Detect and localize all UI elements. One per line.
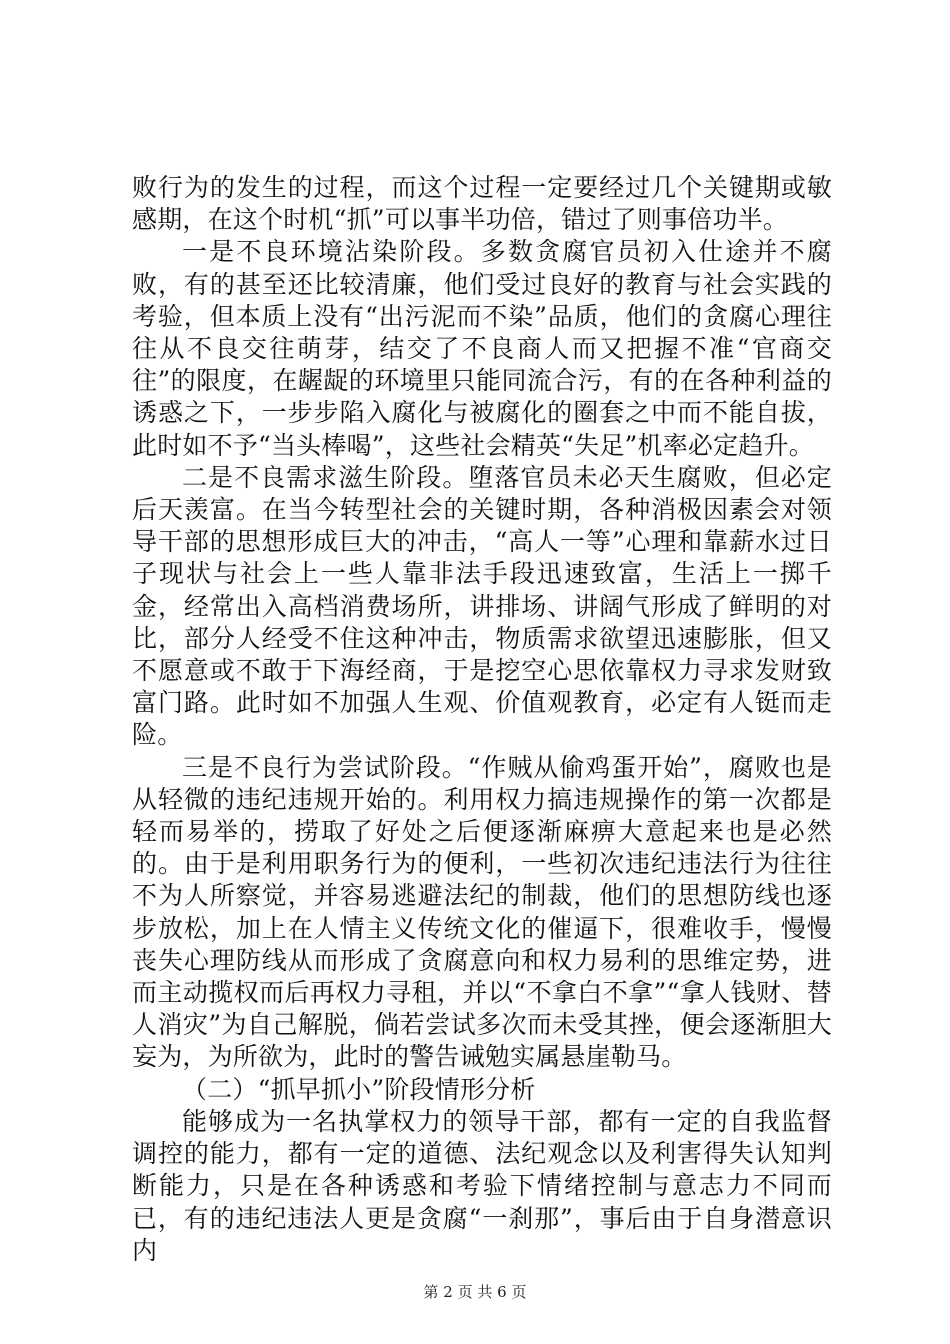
body-text	[132, 172, 832, 1267]
paragraph-stage-one: 一是不良环境沾染阶段。多数贪腐官员初入仕途并不腐败，有的甚至还比较清廉，他们受过良好的教育与社会实践的考验，但本质上没有“出污泥而不染”品质，他们的贪腐心理往往从不良交往萌芽，结交了不良商人而又把握不准“官商交往”的限度，在龌龊的环境里只能同流合污，有的在各种利益的诱惑之下，一步步陷入腐化与被腐化的圈套之中而不能自拔，此时如不予“当头棒喝”，这些社会精英“失足”机率必定趋升。	[132, 237, 832, 460]
page-footer: 第 2 页 共 6 页	[423, 1283, 527, 1301]
paragraph-stage-two: 二是不良需求滋生阶段。堕落官员未必天生腐败，但必定后天羡富。在当今转型社会的关键时期，各种消极因素会对领导干部的思想形成巨大的冲击，“高人一等”心理和靠薪水过日子现状与社会上一些人靠非法手段迅速致富，生活上一掷千金，经常出入高档消费场所，讲排场、讲阔气形成了鲜明的对比，部分人经受不住这种冲击，物质需求欲望迅速膨胀，但又不愿意或不敢于下海经商，于是挖空心思依靠权力寻求发财致富门路。此时如不加强人生观、价值观教育，必定有人铤而走险。	[132, 462, 832, 750]
paragraph-continuation: 败行为的发生的过程，而这个过程一定要经过几个关键期或敏感期，在这个时机“抓”可以事半功倍，错过了则事倍功半。	[132, 173, 832, 235]
section-heading: （二）“抓早抓小”阶段情形分析	[182, 1074, 536, 1104]
paragraph-stage-three: 三是不良行为尝试阶段。“作贼从偷鸡蛋开始”，腐败也是从轻微的违纪违规开始的。利用权力搞违规操作的第一次都是轻而易举的，捞取了好处之后便逐渐麻痹大意起来也是必然的。由于是利用职务行为的便利，一些初次违纪违法行为往往不为人所察觉，并容易逃避法纪的制裁，他们的思想防线也逐步放松，加上在人情主义传统文化的催逼下，很难收手，慢慢丧失心理防线从而形成了贪腐意向和权力易利的思维定势，进而主动揽权而后再权力寻租，并以“不拿白不拿”“拿人钱财、替人消灾”为自己解脱，倘若尝试多次而未受其挫，便会逐渐胆大妄为，为所欲为，此时的警告诫勉实属悬崖勒马。	[132, 752, 832, 1072]
paragraph-analysis: 能够成为一名执掌权力的领导干部，都有一定的自我监督调控的能力，都有一定的道德、法纪观念以及利害得失认知判断能力，只是在各种诱惑和考验下情绪控制与意志力不同而已，有的违纪违法人更是贪腐“一刹那”，事后由于自身潜意识内	[132, 1106, 832, 1265]
